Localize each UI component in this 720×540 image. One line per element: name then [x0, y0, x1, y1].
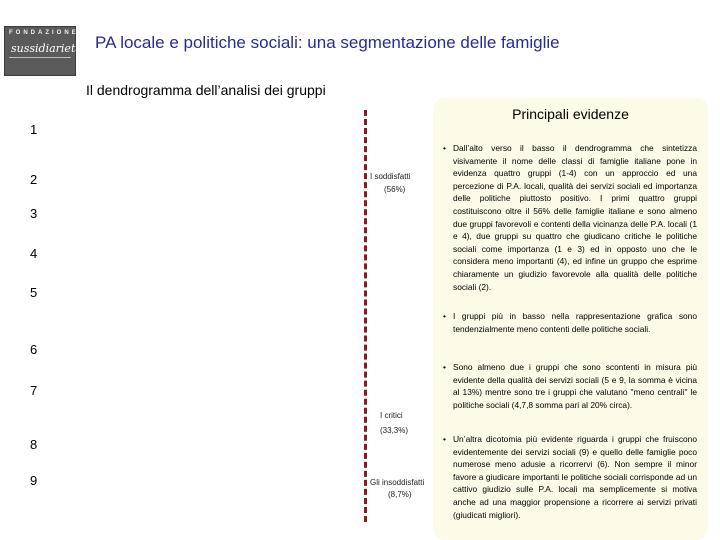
bullet-dot: • [443, 143, 446, 153]
page-subtitle: Il dendrogramma dell’analisi dei gruppi [86, 82, 326, 98]
cluster-name: Gli insoddisfatti [370, 478, 425, 487]
cluster-name: I critici [380, 411, 403, 420]
page-title: PA locale e politiche sociali: una segmentazione delle famiglie [95, 33, 560, 52]
bullet-text: Un’altra dicotomia più evidente riguarda i gruppi che fruiscono evidentemente dei servizi sociali (9) e quello delle famiglie poco numerose meno adusie a ricorrervi (6). Non sempre il minor favore a giudicare importanti le politiche sociali corrisponde ad un cattivo giudizio sulle P.A. locali ma semplicemente si motiva anche ad una maggior propensione a ricorrere ai servizi privati (giudicati migliori). [453, 434, 697, 520]
group-number: 4 [30, 246, 38, 261]
logo-top-text: FONDAZIONE [9, 30, 79, 36]
group-number: 2 [30, 172, 38, 187]
cluster-label-critici [380, 411, 409, 435]
group-number: 1 [30, 122, 38, 137]
bullet-text: Sono almeno due i gruppi che sono scontenti in misura più evidente della qualità dei servizi sociali (5 e 9, la somma è vicina al 13%) mentre sono tre i gruppi che valutano "meno centrali" le politiche sociali (4,7,8 somma pari al 20% circa). [453, 362, 697, 410]
group-number: 5 [30, 285, 38, 300]
cluster-label-soddisfatti [370, 172, 411, 194]
evidence-bullet [443, 433, 697, 521]
group-number: 6 [30, 342, 38, 357]
evidence-bullet [443, 142, 697, 293]
group-number: 3 [30, 206, 38, 221]
fondazione-logo [4, 26, 82, 76]
cluster-pct: (56%) [384, 185, 406, 194]
bullet-text: I gruppi più in basso nella rappresentazione grafica sono tendenzialmente meno contenti delle politiche sociali. [453, 311, 697, 334]
dendrogram-axis [364, 110, 367, 522]
group-number: 7 [30, 383, 38, 398]
logo-divider [9, 57, 71, 58]
bullet-dot: • [443, 311, 446, 321]
bullet-text: Dall’alto verso il basso il dendrogramma che sintetizza visivamente il nome delle classi di famiglie italiane pone in evidenza quattro gruppi (1-4) con un approccio ed una percezione di P.A. locali, qualità dei servizi sociali ed importanza delle politiche piuttosto positivo. I primi quattro gruppi costituiscono oltre il 56% delle famiglie italiane e sono almeno due gruppi favorevoli e contenti della vicinanza delle P.A. locali (1 e 4), due gruppi su quattro che giudicano critiche le politiche sociali come importanza (1 e 3) ed in opposto uno che le considera meno importanti (4), ed infine un gruppo che esprime chiaramente un giudizio favorevole alla qualità delle politiche sociali (2). [453, 143, 697, 292]
logo-script-text: sussidiarietà [11, 42, 82, 55]
cluster-pct: (33,3%) [380, 426, 409, 435]
panel-title: Principali evidenze [512, 106, 629, 122]
evidence-bullet [443, 310, 697, 335]
cluster-label-insoddisfatti [370, 478, 425, 499]
group-number: 9 [30, 473, 38, 488]
cluster-name: I soddisfatti [370, 172, 411, 181]
cluster-pct: (8,7%) [388, 490, 412, 499]
group-number: 8 [30, 437, 38, 452]
bullet-dot: • [443, 434, 446, 444]
evidence-bullet [443, 361, 697, 411]
bullet-dot: • [443, 362, 446, 372]
evidence-panel [433, 98, 708, 540]
